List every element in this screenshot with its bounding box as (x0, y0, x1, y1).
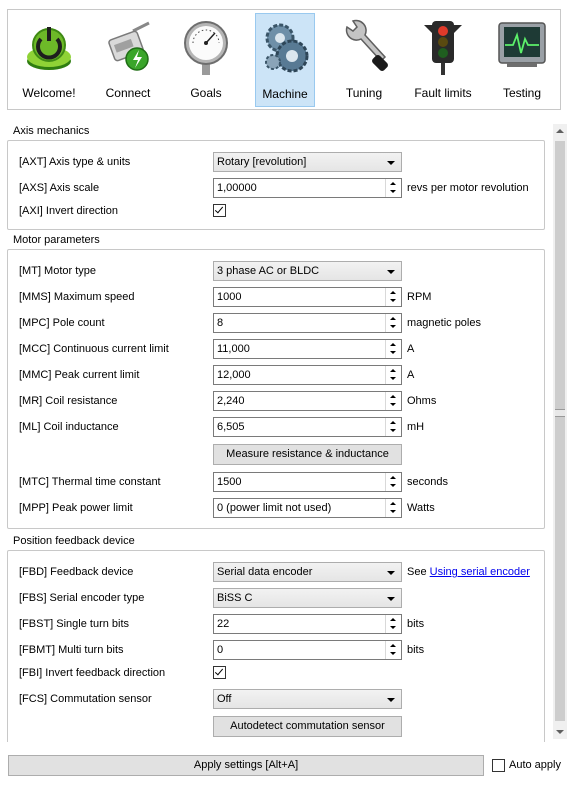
spin-buttons (385, 314, 401, 332)
toolbar-goals-button[interactable] (176, 13, 236, 107)
peak-power-label: [MPP] Peak power limit (19, 502, 133, 514)
spin-down-icon[interactable] (386, 508, 401, 517)
spin-up-icon[interactable] (386, 499, 401, 508)
spin-buttons (385, 499, 401, 517)
invert-feedback-label: [FBI] Invert feedback direction (19, 667, 166, 679)
spin-up-icon[interactable] (386, 366, 401, 375)
spin-down-icon[interactable] (386, 297, 401, 306)
spin-buttons (385, 366, 401, 384)
single-turn-bits-label: [FBST] Single turn bits (19, 618, 130, 630)
position-feedback-title: Position feedback device (13, 535, 135, 547)
coil-resistance-spinbox[interactable] (213, 391, 402, 411)
feedback-device-value: Serial data encoder (217, 566, 313, 578)
axis-scale-value: 1,00000 (217, 182, 257, 194)
axis-type-label: [AXT] Axis type & units (19, 156, 131, 168)
axis-scale-label: [AXS] Axis scale (19, 182, 100, 194)
single-turn-bits-spinbox[interactable] (213, 614, 402, 634)
coil-resistance-label: [MR] Coil resistance (19, 395, 118, 407)
pole-count-unit: magnetic poles (407, 317, 481, 329)
axis-invert-checkbox[interactable] (213, 204, 226, 217)
gears-icon (261, 18, 311, 78)
axis-scale-unit: revs per motor revolution (407, 182, 529, 194)
max-speed-unit: RPM (407, 291, 432, 303)
toolbar-connect-button[interactable] (98, 13, 158, 107)
motor-parameters-title: Motor parameters (13, 234, 100, 246)
commutation-sensor-value: Off (217, 693, 232, 705)
checkmark-icon (215, 205, 223, 214)
serial-encoder-type-select[interactable] (213, 588, 402, 608)
max-speed-spinbox[interactable] (213, 287, 402, 307)
toolbar-testing-button[interactable] (492, 13, 552, 107)
continuous-current-spinbox[interactable] (213, 339, 402, 359)
continuous-current-unit: A (407, 343, 415, 355)
toolbar-welcome-button[interactable] (19, 13, 79, 107)
serial-encoder-type-value: BiSS C (217, 592, 253, 604)
spin-up-icon[interactable] (386, 288, 401, 297)
axis-invert-label: [AXI] Invert direction (19, 205, 119, 217)
max-speed-value: 1000 (217, 291, 242, 303)
coil-inductance-spinbox[interactable] (213, 417, 402, 437)
spin-buttons (385, 179, 401, 197)
invert-feedback-checkbox[interactable] (213, 666, 226, 679)
chevron-down-icon (387, 571, 395, 575)
spin-down-icon[interactable] (386, 624, 401, 633)
thermal-time-constant-value: 1500 (217, 476, 242, 488)
coil-inductance-label: [ML] Coil inductance (19, 421, 119, 433)
max-speed-label: [MMS] Maximum speed (19, 291, 135, 303)
peak-current-unit: A (407, 369, 415, 381)
continuous-current-label: [MCC] Continuous current limit (19, 343, 169, 355)
peak-power-unit: Watts (407, 502, 435, 514)
peak-current-spinbox[interactable] (213, 365, 402, 385)
commutation-sensor-select[interactable] (213, 689, 402, 709)
scrollbar-grip (555, 409, 565, 417)
coil-inductance-value: 6,505 (217, 421, 245, 433)
spin-down-icon[interactable] (386, 401, 401, 410)
spin-up-icon[interactable] (386, 418, 401, 427)
spin-buttons (385, 392, 401, 410)
axis-scale-spinbox[interactable] (213, 178, 402, 198)
pole-count-value: 8 (217, 317, 224, 329)
spin-down-icon[interactable] (386, 188, 401, 197)
motor-type-label: [MT] Motor type (19, 265, 97, 277)
using-serial-encoder-link[interactable]: Using serial encoder (429, 566, 530, 578)
spin-down-icon[interactable] (386, 650, 401, 659)
toolbar-machine-label: Machine (262, 87, 308, 101)
toolbar-welcome-label: Welcome! (22, 86, 76, 100)
autodetect-commutation-sensor-button[interactable]: Autodetect commutation sensor (213, 716, 402, 737)
spin-buttons (385, 288, 401, 306)
peak-current-label: [MMC] Peak current limit (19, 369, 140, 381)
axis-type-value: Rotary [revolution] (217, 156, 307, 168)
thermal-time-constant-label: [MTC] Thermal time constant (19, 476, 161, 488)
spin-up-icon[interactable] (386, 340, 401, 349)
spin-up-icon[interactable] (386, 179, 401, 188)
single-turn-bits-unit: bits (407, 618, 425, 630)
main-toolbar (7, 9, 561, 110)
pressure-gauge-icon (181, 17, 231, 77)
toolbar-machine-button[interactable] (255, 13, 315, 107)
chevron-down-icon (387, 698, 395, 702)
spin-buttons (385, 615, 401, 633)
auto-apply-label[interactable]: Auto apply (509, 759, 561, 771)
vertical-scrollbar[interactable] (553, 124, 567, 739)
toolbar-connect-label: Connect (105, 86, 151, 100)
toolbar-fault-limits-button[interactable] (413, 13, 473, 107)
power-button-icon (24, 17, 74, 77)
spin-up-icon[interactable] (386, 641, 401, 650)
peak-power-value: 0 (power limit not used) (217, 502, 332, 514)
spin-up-icon[interactable] (386, 615, 401, 624)
multi-turn-bits-spinbox[interactable] (213, 640, 402, 660)
measure-resistance-inductance-button[interactable]: Measure resistance & inductance (213, 444, 402, 465)
spin-buttons (385, 473, 401, 491)
toolbar-testing-label: Testing (502, 86, 542, 100)
auto-apply-checkbox[interactable] (492, 759, 505, 772)
feedback-device-label: [FBD] Feedback device (19, 566, 134, 578)
spin-up-icon[interactable] (386, 392, 401, 401)
spin-buttons (385, 340, 401, 358)
toolbar-fault-limits-label: Fault limits (414, 86, 472, 100)
single-turn-bits-value: 22 (217, 618, 230, 630)
apply-settings-button[interactable]: Apply settings [Alt+A] (8, 755, 484, 776)
multi-turn-bits-unit: bits (407, 644, 425, 656)
axis-type-select[interactable] (213, 152, 402, 172)
pole-count-label: [MPC] Pole count (19, 317, 105, 329)
feedback-device-select[interactable] (213, 562, 402, 582)
see-text: See (407, 566, 427, 578)
multi-turn-bits-label: [FBMT] Multi turn bits (19, 644, 124, 656)
coil-resistance-value: 2,240 (217, 395, 245, 407)
spin-buttons (385, 418, 401, 436)
serial-encoder-type-label: [FBS] Serial encoder type (19, 592, 145, 604)
motor-type-select[interactable] (213, 261, 402, 281)
pole-count-spinbox[interactable] (213, 313, 402, 333)
wrench-icon (339, 17, 389, 77)
coil-resistance-unit: Ohms (407, 395, 437, 407)
chevron-down-icon (387, 270, 395, 274)
spin-up-icon[interactable] (386, 314, 401, 323)
toolbar-goals-label: Goals (190, 86, 222, 100)
thermal-time-constant-spinbox[interactable] (213, 472, 402, 492)
coil-inductance-unit: mH (407, 421, 425, 433)
peak-current-value: 12,000 (217, 369, 251, 381)
spin-down-icon[interactable] (386, 323, 401, 332)
traffic-light-icon (418, 17, 468, 77)
oscilloscope-icon (497, 17, 547, 77)
spin-up-icon[interactable] (386, 473, 401, 482)
scrollbar-thumb[interactable] (555, 141, 565, 721)
spin-buttons (385, 641, 401, 659)
settings-scroll-area (0, 122, 573, 742)
checkmark-icon (215, 667, 223, 676)
spin-down-icon[interactable] (386, 482, 401, 491)
spin-down-icon[interactable] (386, 349, 401, 358)
toolbar-tuning-button[interactable] (334, 13, 394, 107)
peak-power-spinbox[interactable] (213, 498, 402, 518)
network-plug-icon (103, 17, 153, 77)
motor-type-value: 3 phase AC or BLDC (217, 265, 320, 277)
multi-turn-bits-value: 0 (217, 644, 224, 656)
chevron-down-icon (387, 161, 395, 165)
toolbar-tuning-label: Tuning (345, 86, 383, 100)
spin-down-icon[interactable] (386, 427, 401, 436)
continuous-current-value: 11,000 (217, 343, 250, 355)
scroll-up-arrow-icon[interactable] (556, 129, 564, 133)
feedback-device-help (407, 566, 530, 578)
chevron-down-icon (387, 597, 395, 601)
scroll-down-arrow-icon[interactable] (556, 730, 564, 734)
spin-down-icon[interactable] (386, 375, 401, 384)
thermal-time-constant-unit: seconds (407, 476, 448, 488)
axis-mechanics-title: Axis mechanics (13, 125, 90, 137)
commutation-sensor-label: [FCS] Commutation sensor (19, 693, 152, 705)
